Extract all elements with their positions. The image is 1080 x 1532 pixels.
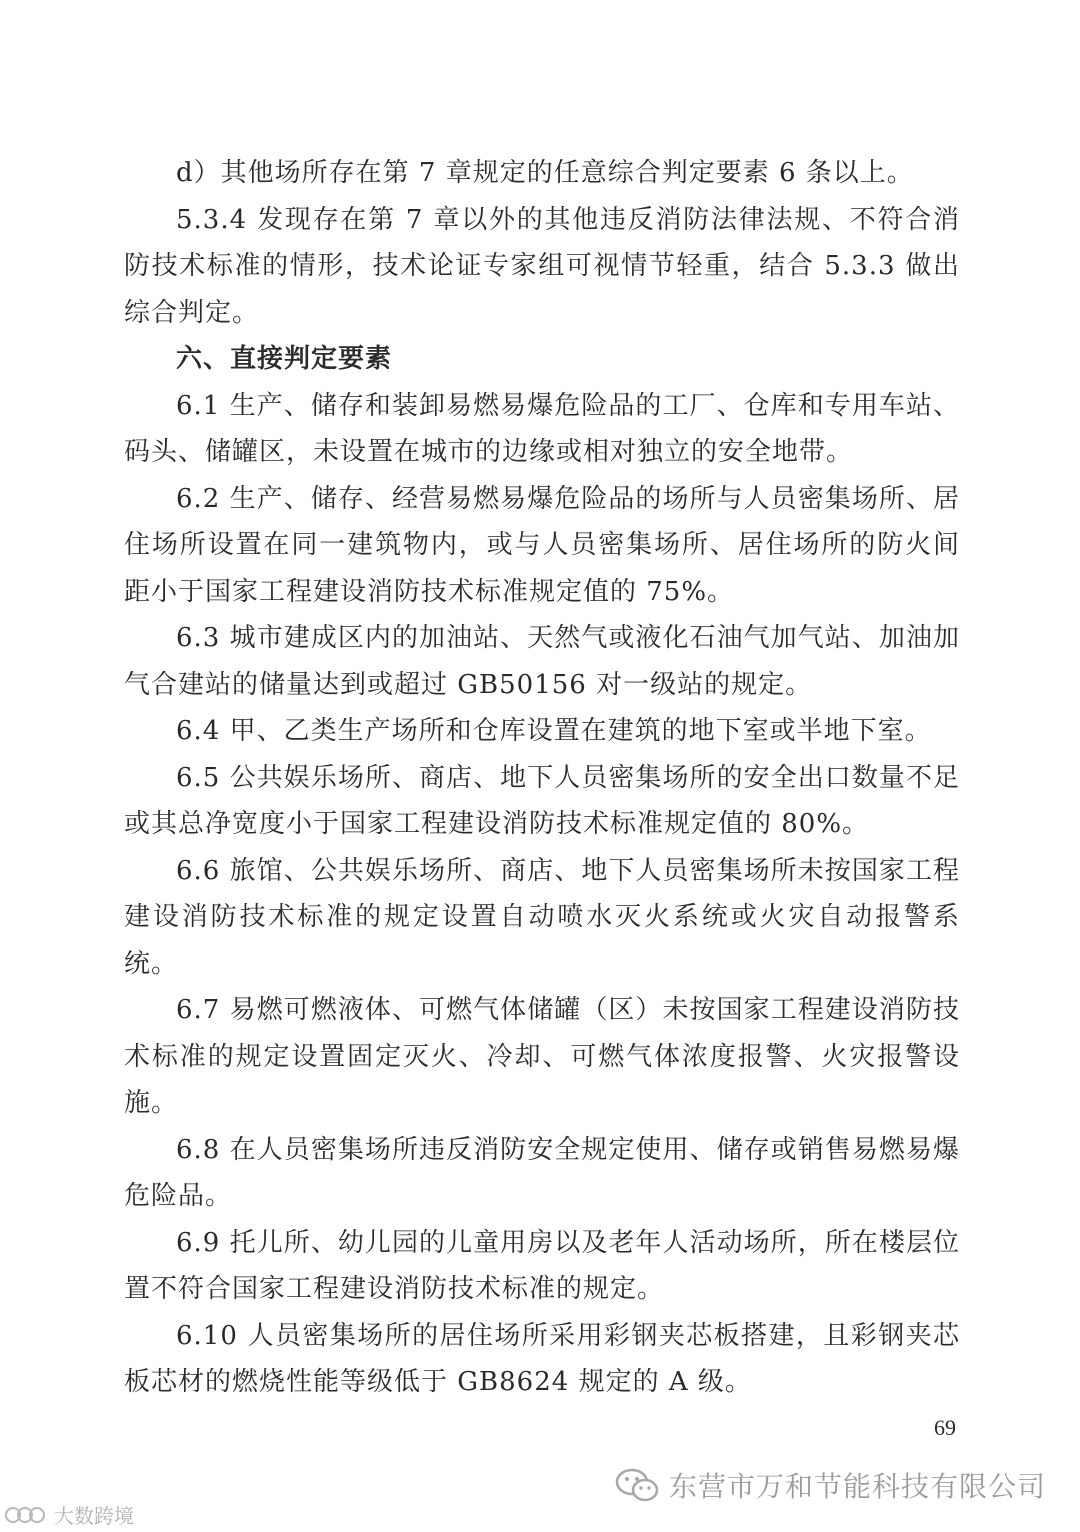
paragraph-6-9: 6.9 托儿所、幼儿园的儿童用房以及老年人活动场所，所在楼层位置不符合国家工程建设消防技术标准的规定。 — [124, 1227, 960, 1304]
paragraph-6-10: 6.10 人员密集场所的居住场所采用彩钢夹芯板搭建，且彩钢夹芯板芯材的燃烧性能等级低于 GB8624 规定的 A 级。 — [124, 1320, 960, 1397]
document-body — [124, 150, 960, 1406]
paragraph-6-8: 6.8 在人员密集场所违反消防安全规定使用、储存或销售易燃易爆危险品。 — [124, 1134, 960, 1211]
paragraph-6-1: 6.1 生产、储存和装卸易燃易爆危险品的工厂、仓库和专用车站、码头、储罐区，未设置在城市的边缘或相对独立的安全地带。 — [124, 390, 960, 467]
brand-logo-icon — [4, 1504, 48, 1526]
paragraph-6-3: 6.3 城市建成区内的加油站、天然气或液化石油气加气站、加油加气合建站的储量达到或超过 GB50156 对一级站的规定。 — [124, 623, 960, 700]
paragraph-5-3-4: 5.3.4 发现存在第 7 章以外的其他违反消防法律法规、不符合消防技术标准的情形，技术论证专家组可视情节轻重，结合 5.3.3 做出综合判定。 — [124, 204, 960, 328]
page-number: 69 — [934, 1415, 956, 1440]
section-heading: 六、直接判定要素 — [176, 344, 393, 374]
paragraph-6-7: 6.7 易燃可燃液体、可燃气体储罐（区）未按国家工程建设消防技术标准的规定设置固定灭火、冷却、可燃气体浓度报警、火灾报警设施。 — [124, 995, 960, 1118]
wechat-icon — [615, 1468, 659, 1502]
company-watermark — [615, 1465, 1046, 1505]
paragraph-6-6: 6.6 旅馆、公共娱乐场所、商店、地下人员密集场所未按国家工程建设消防技术标准的规定设置自动喷水灭火系统或火灾自动报警系统。 — [124, 855, 960, 979]
company-watermark-text: 东营市万和节能科技有限公司 — [668, 1470, 1046, 1503]
paragraph-6-5: 6.5 公共娱乐场所、商店、地下人员密集场所的安全出口数量不足或其总净宽度小于国家工程建设消防技术标准规定值的 80%。 — [124, 762, 960, 839]
paragraph-d: d）其他场所存在第 7 章规定的任意综合判定要素 6 条以上。 — [176, 158, 914, 188]
brand-watermark-text: 大数跨境 — [54, 1504, 134, 1528]
paragraph-6-4: 6.4 甲、乙类生产场所和仓库设置在建筑的地下室或半地下室。 — [176, 716, 932, 746]
brand-watermark — [4, 1500, 134, 1529]
paragraph-6-2: 6.2 生产、储存、经营易燃易爆危险品的场所与人员密集场所、居住场所设置在同一建筑物内，或与人员密集场所、居住场所的防火间距小于国家工程建设消防技术标准规定值的 75%。 — [124, 483, 960, 607]
